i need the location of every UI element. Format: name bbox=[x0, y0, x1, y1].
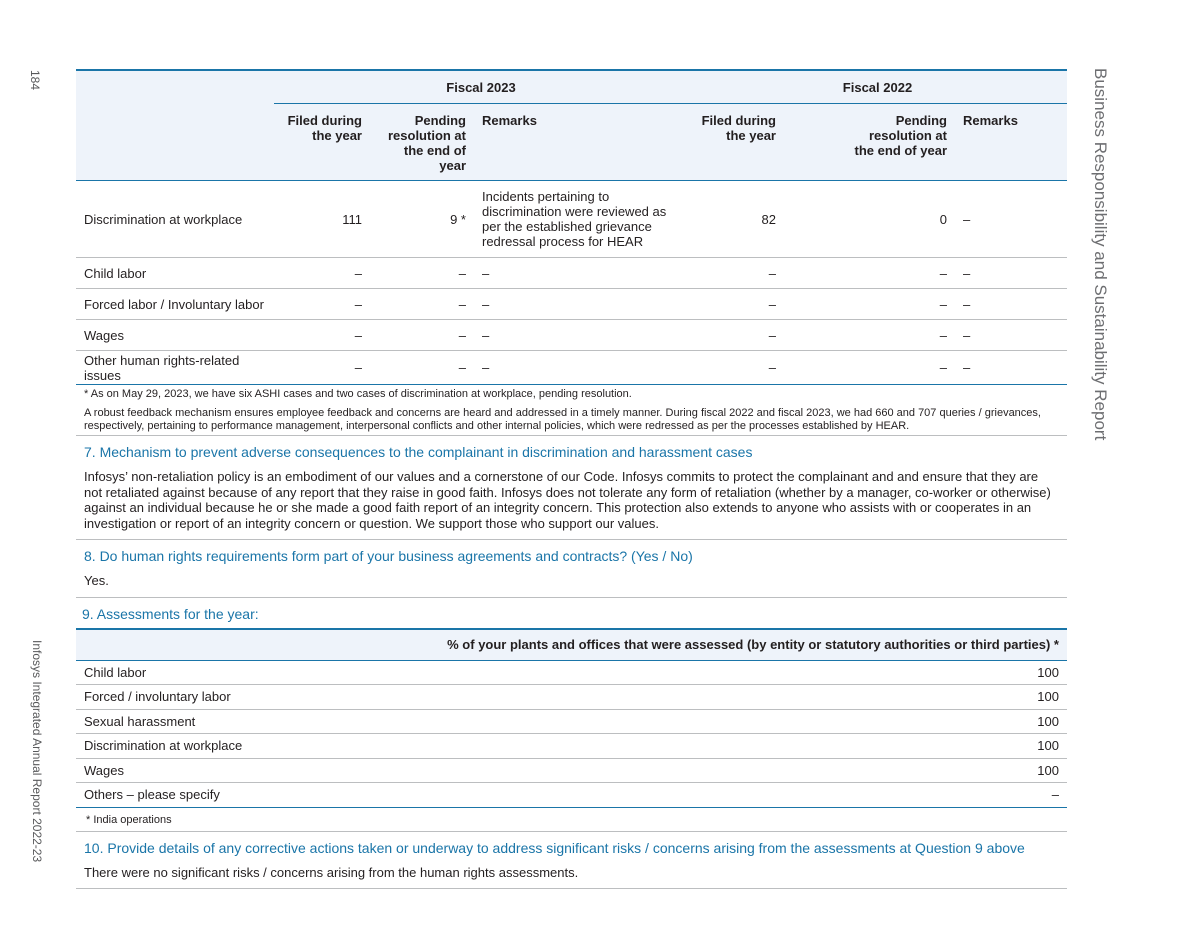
section-8-body: Yes. bbox=[84, 573, 109, 588]
cell-value: – bbox=[784, 351, 955, 385]
cell-value: 100 bbox=[891, 734, 1067, 759]
row-label: Forced labor / Involuntary labor bbox=[76, 289, 274, 320]
page-content bbox=[76, 69, 1067, 889]
table-row bbox=[76, 734, 1067, 759]
cell-remarks: – bbox=[474, 289, 688, 320]
row-label: Discrimination at workplace bbox=[76, 181, 274, 258]
grievance-table bbox=[76, 69, 1067, 385]
cell-value: 9 * bbox=[370, 181, 474, 258]
cell-value: – bbox=[688, 258, 784, 289]
row-label: Discrimination at workplace bbox=[76, 734, 891, 759]
cell-value: – bbox=[370, 320, 474, 351]
cell-value: – bbox=[784, 320, 955, 351]
cell-value: – bbox=[370, 289, 474, 320]
row-label: Sexual harassment bbox=[76, 709, 891, 734]
section-10-heading: 10. Provide details of any corrective actions taken or underway to address significant risks / concerns arising from the assessments at Question 9 above bbox=[84, 839, 1025, 856]
footnote-feedback: A robust feedback mechanism ensures employee feedback and concerns are heard and addressed in a timely manner. During fiscal 2022 and fiscal 2023, we had 660 and 707 queries / grievances, respectively, pertaining to performance management, interpersonal conflicts and other internal policies, which were redressed as per the processes established by HEAR. bbox=[84, 407, 1041, 432]
cell-value: – bbox=[274, 258, 370, 289]
section-9-heading: 9. Assessments for the year: bbox=[82, 605, 259, 622]
column-header-row bbox=[76, 104, 1067, 181]
page-number: 184 bbox=[28, 70, 42, 91]
cell-value: – bbox=[370, 258, 474, 289]
section-7-heading: 7. Mechanism to prevent adverse consequences to the complainant in discrimination and harassment cases bbox=[84, 444, 753, 460]
section-7 bbox=[76, 436, 1067, 540]
table-row bbox=[76, 758, 1067, 783]
cell-value: 100 bbox=[891, 685, 1067, 710]
cell-value: – bbox=[274, 320, 370, 351]
cell-remarks: – bbox=[955, 320, 1067, 351]
cell-value: – bbox=[274, 289, 370, 320]
cell-value: – bbox=[784, 289, 955, 320]
row-label: Forced / involuntary labor bbox=[76, 685, 891, 710]
col-pending-2022: Pending resolution at the end of year bbox=[784, 104, 955, 181]
cell-remarks: – bbox=[474, 258, 688, 289]
col-pending-2023: Pending resolution at the end of year bbox=[370, 104, 474, 181]
row-label: Other human rights-related issues bbox=[76, 351, 274, 385]
cell-value: 100 bbox=[891, 709, 1067, 734]
cell-value: 0 bbox=[784, 181, 955, 258]
col-remarks-2022: Remarks bbox=[955, 104, 1067, 181]
section-10-body: There were no significant risks / concerns arising from the human rights assessments. bbox=[84, 864, 579, 880]
table-row bbox=[76, 351, 1067, 385]
cell-value: – bbox=[370, 351, 474, 385]
table-row bbox=[76, 289, 1067, 320]
report-title-footer: Infosys Integrated Annual Report 2022-23 bbox=[30, 640, 44, 863]
table-row bbox=[76, 258, 1067, 289]
cell-value: – bbox=[688, 289, 784, 320]
row-label: Wages bbox=[76, 320, 274, 351]
row-label: Child labor bbox=[76, 660, 891, 685]
row-label: Child labor bbox=[76, 258, 274, 289]
assessment-footnote: * India operations bbox=[76, 808, 1067, 832]
col-filed-2022: Filed during the year bbox=[688, 104, 784, 181]
cell-remarks: Incidents pertaining to discrimination were reviewed as per the established grievance redressal process for HEAR bbox=[474, 181, 688, 258]
table-row bbox=[76, 709, 1067, 734]
row-label: Wages bbox=[76, 758, 891, 783]
section-10 bbox=[76, 832, 1067, 890]
cell-remarks: – bbox=[474, 320, 688, 351]
table-row bbox=[76, 181, 1067, 258]
assessment-column-header: % of your plants and offices that were assessed (by entity or statutory authorities or third parties) * bbox=[76, 629, 1067, 661]
cell-remarks: – bbox=[474, 351, 688, 385]
cell-value: 100 bbox=[891, 660, 1067, 685]
row-label: Others – please specify bbox=[76, 783, 891, 808]
table-footnotes bbox=[76, 385, 1067, 436]
assessment-table bbox=[76, 628, 1067, 808]
section-8-heading: 8. Do human rights requirements form part of your business agreements and contracts? (Yes / No) bbox=[84, 548, 693, 564]
cell-value: – bbox=[274, 351, 370, 385]
footnote-ashi: * As on May 29, 2023, we have six ASHI cases and two cases of discrimination at workplace, pending resolution. bbox=[84, 388, 632, 400]
cell-remarks: – bbox=[955, 289, 1067, 320]
section-7-body: Infosys’ non-retaliation policy is an embodiment of our values and a cornerstone of our Code. Infosys commits to protect the complainant and and ensure that they are not retaliated against because of any report that they raise in good faith. Infosys does not tolerate any form of retaliation (whether by a manager, co-worker or otherwise) against an individual because he or she made a good faith report of an integrity concern. This protection also extends to anyone who assists with or cooperates in an investigation or report of an integrity concern or question. We support those who support our values. bbox=[84, 469, 1051, 531]
cell-value: 82 bbox=[688, 181, 784, 258]
fiscal-2022-header: Fiscal 2022 bbox=[688, 70, 1067, 104]
table-row bbox=[76, 685, 1067, 710]
col-filed-2023: Filed during the year bbox=[274, 104, 370, 181]
cell-value: 100 bbox=[891, 758, 1067, 783]
cell-value: 111 bbox=[274, 181, 370, 258]
table-row bbox=[76, 320, 1067, 351]
fiscal-year-row bbox=[76, 70, 1067, 104]
cell-value: – bbox=[688, 320, 784, 351]
section-8 bbox=[76, 540, 1067, 598]
cell-value: – bbox=[784, 258, 955, 289]
cell-remarks: – bbox=[955, 181, 1067, 258]
cell-remarks: – bbox=[955, 351, 1067, 385]
table-row bbox=[76, 660, 1067, 685]
fiscal-2023-header: Fiscal 2023 bbox=[274, 70, 688, 104]
cell-remarks: – bbox=[955, 258, 1067, 289]
table-row bbox=[76, 783, 1067, 808]
cell-value: – bbox=[891, 783, 1067, 808]
cell-value: – bbox=[688, 351, 784, 385]
col-remarks-2023: Remarks bbox=[474, 104, 688, 181]
section-title-header: Business Responsibility and Sustainability Report bbox=[1091, 68, 1110, 441]
